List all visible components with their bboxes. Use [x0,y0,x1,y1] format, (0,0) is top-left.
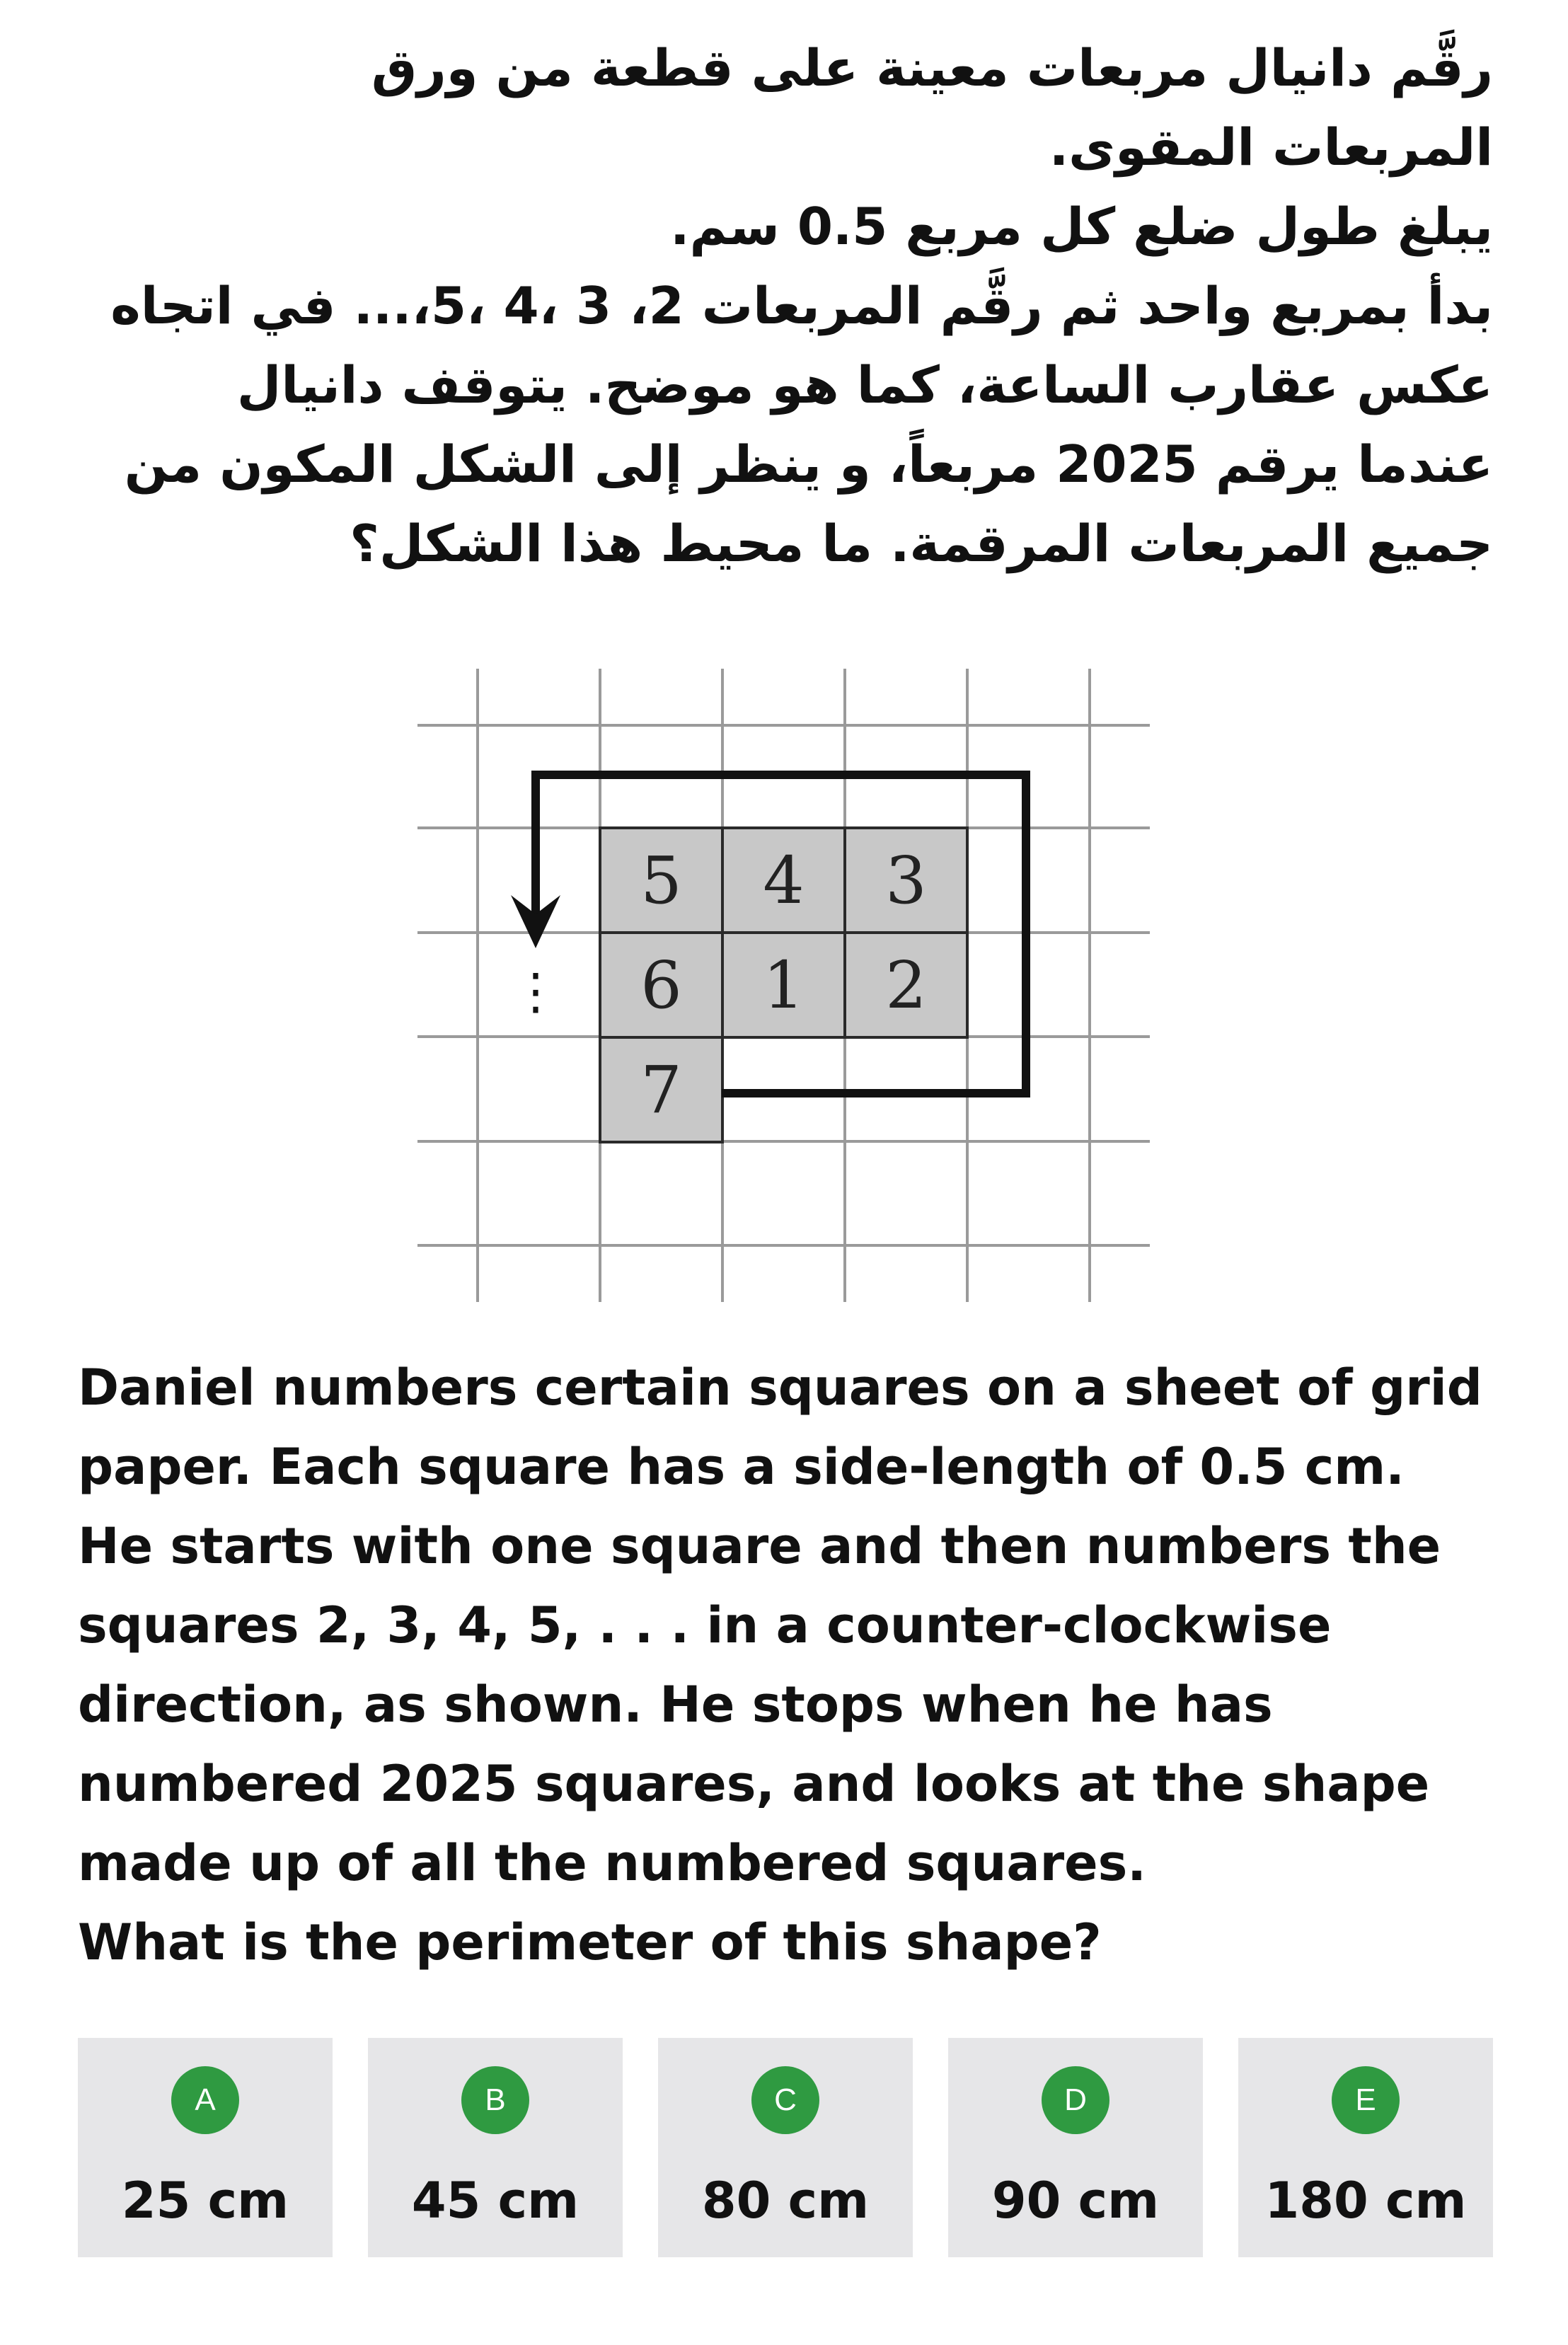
cell-number: 2 [885,947,927,1023]
english-line: made up of all the numbered squares. [78,1834,1146,1892]
option-e[interactable] [1238,2038,1493,2257]
option-value: 90 cm [991,2172,1160,2230]
answer-options [78,2038,1493,2257]
english-line: What is the perimeter of this shape? [78,1913,1102,1971]
cell-number: 3 [885,843,927,918]
arabic-line: يبلغ طول ضلع كل مربع 0.5 سم. [670,197,1493,256]
english-line: numbered 2025 squares, and looks at the shape [78,1755,1430,1813]
cell-number: 7 [640,1052,682,1128]
arabic-line: عندما يرقم 2025 مربعاً، و ينظر إلى الشكل المكون من [124,434,1493,494]
option-b[interactable] [368,2038,623,2257]
option-value: 80 cm [701,2172,870,2230]
english-line: He starts with one square and then numbers the [78,1517,1441,1575]
option-a[interactable] [78,2038,333,2257]
arabic-line: جميع المربعات المرقمة. ما محيط هذا الشكل؟ [350,514,1493,573]
cell-number: 5 [640,843,682,918]
question-english [78,1348,1521,1982]
option-letter-badge: C [751,2066,819,2134]
arabic-line: رقَّم دانيال مربعات معينة على قطعة من ورق [371,38,1493,98]
option-c[interactable] [658,2038,913,2257]
english-line: direction, as shown. He stops when he has [78,1676,1273,1734]
option-letter-badge: D [1042,2066,1109,2134]
english-line: Daniel numbers certain squares on a sheet of grid [78,1359,1482,1417]
continuation-dots: ⋮ [511,962,560,1020]
option-d[interactable] [948,2038,1203,2257]
option-letter-badge: E [1332,2066,1400,2134]
option-value: 180 cm [1264,2172,1467,2230]
cell-number: 1 [763,947,805,1023]
english-line: paper. Each square has a side-length of 0.5 cm. [78,1438,1405,1496]
arabic-line: بدأ بمربع واحد ثم رقَّم المربعات 2، 3 ،4 ،5،... في اتجاه [110,276,1493,335]
option-value: 25 cm [121,2172,289,2230]
arabic-line: المربعات المقوى. [1049,117,1493,177]
cell-number: 6 [640,947,682,1023]
option-letter-badge: A [171,2066,239,2134]
english-line: squares 2, 3, 4, 5, . . . in a counter-clockwise [78,1596,1332,1654]
arabic-line: عكس عقارب الساعة، كما هو موضح. يتوقف دانيال [236,355,1493,415]
cell-number: 4 [763,843,805,918]
option-value: 45 cm [411,2172,580,2230]
option-letter-badge: B [461,2066,529,2134]
